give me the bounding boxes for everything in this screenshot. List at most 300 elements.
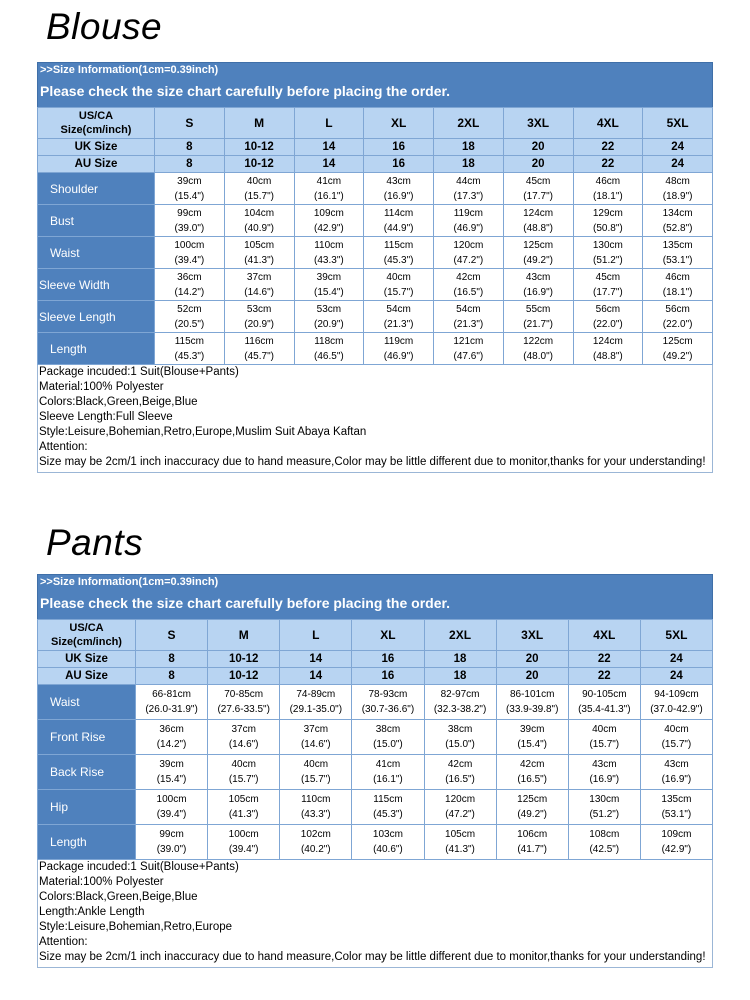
- measurement-inch: (17.7"): [593, 286, 623, 298]
- measurement-cell: [155, 269, 225, 301]
- measurement-inch: (18.1"): [593, 190, 623, 202]
- measurement-cell: [280, 685, 352, 720]
- measurement-inch: (41.7"): [517, 844, 548, 855]
- measurement-cm: 104cm: [244, 207, 275, 219]
- measurement-cell: [294, 269, 364, 301]
- measurement-inch: (20.5"): [174, 318, 205, 330]
- measurement-cm: 119cm: [453, 207, 484, 219]
- measurement-cell: [136, 685, 208, 720]
- measurement-label: Length: [38, 825, 136, 860]
- measurement-cm: 46cm: [665, 271, 690, 283]
- measurement-inch: (40.6"): [373, 844, 403, 855]
- measurement-cell: [496, 790, 568, 825]
- measurement-cell: [640, 720, 712, 755]
- measurement-cm: 36cm: [177, 271, 202, 283]
- measurement-cell: [573, 173, 643, 205]
- au-size-cell: 8: [155, 156, 225, 173]
- measurement-cm: 114cm: [383, 207, 414, 219]
- measurement-label: Waist: [38, 237, 155, 269]
- measurement-cell: [568, 825, 640, 860]
- au-size-label: AU Size: [38, 668, 136, 685]
- measurement-cell: [208, 825, 280, 860]
- measurement-cm: 74-89cm: [296, 689, 336, 700]
- measurement-cell: [294, 333, 364, 365]
- measurement-cm: 110cm: [301, 794, 331, 805]
- measurement-cm: 42cm: [519, 759, 545, 770]
- measurement-inch: (15.4"): [517, 739, 548, 750]
- measurement-inch: (45.3"): [383, 254, 414, 266]
- measurement-cell: [280, 720, 352, 755]
- blouse-banner: [37, 62, 713, 107]
- measurement-cm: 100cm: [228, 829, 259, 840]
- measurement-cm: 48cm: [665, 175, 690, 187]
- measurement-cm: 38cm: [447, 724, 473, 735]
- measurement-cell: [208, 790, 280, 825]
- measurement-cell: [136, 790, 208, 825]
- measurement-inch: (27.6-33.5"): [217, 704, 270, 715]
- measurement-cell: [496, 720, 568, 755]
- blouse-notes: [37, 365, 713, 473]
- measurement-cell: [573, 269, 643, 301]
- measurement-cm: 36cm: [159, 724, 184, 735]
- measurement-cm: 100cm: [174, 239, 205, 251]
- measurement-cell: [352, 685, 424, 720]
- measurement-inch: (15.7"): [589, 739, 620, 750]
- measurement-cell: [155, 333, 225, 365]
- measurement-cell: [568, 720, 640, 755]
- measurement-inch: (51.2"): [593, 254, 623, 266]
- measurement-cell: [294, 205, 364, 237]
- measurement-inch: (14.2"): [174, 286, 205, 298]
- measurement-row: [38, 685, 713, 720]
- measurement-inch: (49.2"): [662, 350, 693, 362]
- measurement-cm: 37cm: [246, 271, 272, 283]
- measurement-cm: 40cm: [592, 724, 617, 735]
- measurement-inch: (41.3"): [244, 254, 274, 266]
- measurement-cell: [640, 790, 712, 825]
- measurement-cm: 82-97cm: [440, 689, 480, 700]
- measurement-row: [38, 755, 713, 790]
- measurement-cm: 105cm: [228, 794, 259, 805]
- pants-size-table: [37, 619, 713, 860]
- pants-banner: [37, 574, 713, 619]
- measurement-inch: (16.9"): [661, 774, 692, 785]
- size-header-label: US/CA Size(cm/inch): [38, 108, 155, 139]
- measurement-cell: [643, 173, 713, 205]
- measurement-cell: [364, 269, 434, 301]
- measurement-label: Back Rise: [38, 755, 136, 790]
- measurement-cell: [364, 205, 434, 237]
- pants-banner-info: >>Size Information(1cm=0.39inch): [40, 576, 219, 588]
- measurement-cm: 86-101cm: [509, 689, 555, 700]
- measurement-cell: [136, 720, 208, 755]
- size-col-header: S: [155, 108, 225, 139]
- measurement-inch: (29.1-35.0"): [289, 704, 343, 715]
- measurement-cell: [643, 237, 713, 269]
- uk-size-cell: 8: [155, 139, 225, 156]
- measurement-inch: (30.7-36.6"): [361, 704, 415, 715]
- note-line: Size may be 2cm/1 inch inaccuracy due to hand measure,Color may be little different due to monitor,thanks for your understanding!: [39, 456, 706, 468]
- measurement-inch: (40.9"): [244, 222, 274, 234]
- measurement-cm: 105cm: [244, 239, 275, 251]
- uk-size-cell: 14: [280, 651, 352, 668]
- measurement-inch: (43.3"): [314, 254, 344, 266]
- measurement-cm: 38cm: [375, 724, 401, 735]
- uk-size-cell: 14: [294, 139, 364, 156]
- measurement-inch: (22.0"): [593, 318, 623, 330]
- au-size-cell: 20: [496, 668, 568, 685]
- measurement-inch: (18.9"): [662, 190, 693, 202]
- measurement-inch: (16.9"): [589, 774, 620, 785]
- measurement-label: Length: [38, 333, 155, 365]
- uk-size-cell: 18: [424, 651, 496, 668]
- measurement-cell: [364, 237, 434, 269]
- measurement-inch: (21.3"): [453, 318, 484, 330]
- measurement-inch: (17.7"): [523, 190, 553, 202]
- measurement-cm: 99cm: [177, 207, 202, 219]
- uk-size-cell: 20: [496, 651, 568, 668]
- measurement-label: Waist: [38, 685, 136, 720]
- note-line: Attention:: [39, 441, 88, 453]
- measurement-inch: (20.9"): [244, 318, 274, 330]
- uk-size-cell: 10-12: [224, 139, 294, 156]
- measurement-cell: [294, 237, 364, 269]
- measurement-cm: 43cm: [386, 175, 411, 187]
- measurement-inch: (16.5"): [517, 774, 548, 785]
- measurement-cm: 118cm: [314, 335, 344, 347]
- measurement-cm: 99cm: [159, 829, 184, 840]
- measurement-inch: (17.3"): [453, 190, 484, 202]
- measurement-cm: 109cm: [313, 207, 344, 219]
- measurement-cell: [352, 825, 424, 860]
- pants-size-chart: [37, 574, 713, 968]
- au-size-cell: 24: [640, 668, 712, 685]
- measurement-inch: (16.9"): [523, 286, 553, 298]
- measurement-cm: 129cm: [592, 207, 623, 219]
- measurement-cm: 134cm: [662, 207, 693, 219]
- au-size-cell: 14: [280, 668, 352, 685]
- measurement-cell: [136, 825, 208, 860]
- measurement-inch: (49.2"): [523, 254, 553, 266]
- measurement-cm: 45cm: [525, 175, 551, 187]
- uk-size-row: [38, 139, 713, 156]
- measurement-cm: 102cm: [300, 829, 331, 840]
- size-header-row: [38, 108, 713, 139]
- uk-size-row: [38, 651, 713, 668]
- measurement-inch: (14.6"): [300, 739, 331, 750]
- size-col-header: S: [136, 620, 208, 651]
- measurement-inch: (40.2"): [300, 844, 331, 855]
- measurement-row: [38, 269, 713, 301]
- measurement-cell: [352, 720, 424, 755]
- au-size-row: [38, 156, 713, 173]
- measurement-cell: [280, 755, 352, 790]
- measurement-inch: (39.4"): [174, 254, 205, 266]
- measurement-inch: (35.4-41.3"): [578, 704, 631, 715]
- measurement-inch: (14.6"): [244, 286, 274, 298]
- measurement-inch: (32.3-38.2"): [433, 704, 487, 715]
- measurement-cell: [503, 173, 573, 205]
- measurement-inch: (52.8"): [662, 222, 693, 234]
- measurement-cm: 55cm: [525, 303, 551, 315]
- measurement-inch: (42.9"): [661, 844, 692, 855]
- size-col-header: 3XL: [503, 108, 573, 139]
- measurement-inch: (45.3"): [174, 350, 205, 362]
- measurement-cm: 40cm: [386, 271, 411, 283]
- measurement-label: Bust: [38, 205, 155, 237]
- note-line: Size may be 2cm/1 inch inaccuracy due to hand measure,Color may be little different due to monitor,thanks for your understanding!: [39, 951, 706, 963]
- note-line: Material:100% Polyester: [39, 876, 164, 888]
- measurement-cm: 121cm: [453, 335, 484, 347]
- measurement-inch: (21.7"): [523, 318, 553, 330]
- size-header-label: US/CA Size(cm/inch): [38, 620, 136, 651]
- au-size-cell: 20: [503, 156, 573, 173]
- measurement-cm: 54cm: [456, 303, 481, 315]
- measurement-inch: (53.1"): [661, 809, 692, 820]
- measurement-cell: [640, 685, 712, 720]
- measurement-cell: [503, 333, 573, 365]
- measurement-cell: [208, 685, 280, 720]
- measurement-cm: 37cm: [231, 724, 256, 735]
- measurement-cm: 90-105cm: [582, 689, 627, 700]
- au-size-cell: 18: [424, 668, 496, 685]
- size-col-header: L: [294, 108, 364, 139]
- measurement-inch: (15.4"): [156, 774, 187, 785]
- measurement-inch: (39.0"): [156, 844, 187, 855]
- measurement-cm: 45cm: [595, 271, 621, 283]
- uk-size-cell: 10-12: [208, 651, 280, 668]
- measurement-cell: [364, 301, 434, 333]
- measurement-cm: 103cm: [372, 829, 403, 840]
- note-line: Package incuded:1 Suit(Blouse+Pants): [39, 861, 239, 873]
- size-header-row: [38, 620, 713, 651]
- measurement-cm: 70-85cm: [224, 689, 264, 700]
- uk-size-cell: 22: [573, 139, 643, 156]
- measurement-cell: [434, 269, 504, 301]
- measurement-cm: 125cm: [517, 794, 548, 805]
- note-line: Style:Leisure,Bohemian,Retro,Europe,Muslim Suit Abaya Kaftan: [39, 426, 367, 438]
- au-size-cell: 16: [352, 668, 424, 685]
- measurement-cell: [224, 205, 294, 237]
- measurement-inch: (47.2"): [445, 809, 475, 820]
- size-col-header: XL: [352, 620, 424, 651]
- measurement-cm: 39cm: [159, 759, 184, 770]
- measurement-inch: (26.0-31.9"): [145, 704, 198, 715]
- measurement-row: [38, 173, 713, 205]
- size-col-header: 4XL: [568, 620, 640, 651]
- measurement-cell: [155, 237, 225, 269]
- measurement-inch: (47.6"): [453, 350, 484, 362]
- pants-title: Pants: [46, 522, 144, 563]
- measurement-inch: (42.9"): [314, 222, 344, 234]
- au-size-cell: 18: [434, 156, 504, 173]
- measurement-cell: [224, 333, 294, 365]
- measurement-cm: 66-81cm: [152, 689, 192, 700]
- measurement-inch: (16.9"): [383, 190, 414, 202]
- blouse-banner-notice: Please check the size chart carefully before placing the order.: [40, 83, 451, 99]
- measurement-cm: 53cm: [316, 303, 342, 315]
- measurement-cm: 94-109cm: [654, 689, 699, 700]
- measurement-cell: [643, 333, 713, 365]
- measurement-cell: [434, 301, 504, 333]
- measurement-cell: [224, 173, 294, 205]
- measurement-cell: [496, 755, 568, 790]
- measurement-cm: 39cm: [519, 724, 545, 735]
- measurement-cm: 42cm: [447, 759, 473, 770]
- measurement-row: [38, 301, 713, 333]
- measurement-cm: 41cm: [316, 175, 342, 187]
- measurement-cm: 41cm: [375, 759, 401, 770]
- measurement-inch: (15.7"): [383, 286, 414, 298]
- measurement-inch: (46.5"): [314, 350, 344, 362]
- measurement-inch: (15.0"): [373, 739, 403, 750]
- measurement-cell: [208, 755, 280, 790]
- measurement-cell: [434, 237, 504, 269]
- blouse-size-table: [37, 107, 713, 365]
- measurement-inch: (21.3"): [383, 318, 414, 330]
- uk-size-cell: 16: [352, 651, 424, 668]
- measurement-inch: (46.9"): [383, 350, 414, 362]
- au-size-row: [38, 668, 713, 685]
- measurement-cm: 120cm: [445, 794, 476, 805]
- blouse-size-chart: [37, 62, 713, 473]
- measurement-cm: 78-93cm: [368, 689, 408, 700]
- measurement-cell: [573, 301, 643, 333]
- measurement-inch: (37.0-42.9"): [650, 704, 703, 715]
- blouse-measurements: [38, 173, 713, 365]
- measurement-label: Sleeve Length: [38, 301, 155, 333]
- uk-size-label: UK Size: [38, 139, 155, 156]
- measurement-inch: (39.0"): [174, 222, 205, 234]
- measurement-cell: [155, 205, 225, 237]
- measurement-row: [38, 825, 713, 860]
- measurement-cm: 105cm: [445, 829, 476, 840]
- uk-size-cell: 22: [568, 651, 640, 668]
- measurement-cm: 125cm: [523, 239, 554, 251]
- measurement-cm: 43cm: [525, 271, 551, 283]
- measurement-inch: (47.2"): [453, 254, 484, 266]
- measurement-cell: [224, 237, 294, 269]
- measurement-inch: (18.1"): [662, 286, 693, 298]
- measurement-cm: 116cm: [244, 335, 274, 347]
- measurement-cm: 135cm: [662, 239, 693, 251]
- measurement-inch: (16.5"): [453, 286, 484, 298]
- au-size-cell: 14: [294, 156, 364, 173]
- size-col-header: 3XL: [496, 620, 568, 651]
- measurement-cell: [424, 755, 496, 790]
- measurement-cell: [573, 237, 643, 269]
- au-size-cell: 22: [568, 668, 640, 685]
- au-size-label: AU Size: [38, 156, 155, 173]
- measurement-cell: [155, 301, 225, 333]
- measurement-cell: [364, 333, 434, 365]
- measurement-cm: 43cm: [592, 759, 617, 770]
- measurement-cell: [364, 173, 434, 205]
- measurement-cell: [224, 269, 294, 301]
- measurement-cell: [503, 269, 573, 301]
- measurement-inch: (15.4"): [174, 190, 205, 202]
- size-col-header: L: [280, 620, 352, 651]
- uk-size-cell: 24: [643, 139, 713, 156]
- measurement-inch: (15.7"): [228, 774, 259, 785]
- measurement-row: [38, 205, 713, 237]
- size-col-header: M: [208, 620, 280, 651]
- measurement-cm: 42cm: [456, 271, 481, 283]
- measurement-cm: 44cm: [456, 175, 481, 187]
- measurement-cell: [434, 205, 504, 237]
- measurement-inch: (39.4"): [228, 844, 259, 855]
- measurement-cell: [424, 720, 496, 755]
- note-line: Material:100% Polyester: [39, 381, 164, 393]
- measurement-label: Sleeve Width: [38, 269, 155, 301]
- note-line: Attention:: [39, 936, 88, 948]
- measurement-row: [38, 333, 713, 365]
- measurement-cm: 46cm: [595, 175, 621, 187]
- measurement-cell: [573, 205, 643, 237]
- measurement-cm: 106cm: [517, 829, 548, 840]
- measurement-inch: (15.7"): [244, 190, 274, 202]
- au-size-cell: 16: [364, 156, 434, 173]
- uk-size-cell: 20: [503, 139, 573, 156]
- measurement-cm: 56cm: [595, 303, 621, 315]
- measurement-cell: [496, 825, 568, 860]
- measurement-inch: (41.3"): [445, 844, 475, 855]
- measurement-inch: (48.8"): [523, 222, 553, 234]
- measurement-label: Hip: [38, 790, 136, 825]
- uk-size-cell: 16: [364, 139, 434, 156]
- measurement-cell: [434, 333, 504, 365]
- measurement-cm: 52cm: [177, 303, 202, 315]
- measurement-cm: 54cm: [386, 303, 411, 315]
- measurement-cell: [224, 301, 294, 333]
- measurement-inch: (22.0"): [662, 318, 693, 330]
- measurement-cm: 135cm: [661, 794, 692, 805]
- measurement-cm: 109cm: [661, 829, 692, 840]
- measurement-cell: [352, 755, 424, 790]
- uk-size-cell: 8: [136, 651, 208, 668]
- measurement-inch: (33.9-39.8"): [505, 704, 559, 715]
- measurement-cm: 110cm: [314, 239, 344, 251]
- measurement-cell: [424, 685, 496, 720]
- measurement-cell: [573, 333, 643, 365]
- measurement-cell: [568, 790, 640, 825]
- size-col-header: 2XL: [424, 620, 496, 651]
- measurement-cell: [280, 825, 352, 860]
- uk-size-cell: 24: [640, 651, 712, 668]
- uk-size-cell: 18: [434, 139, 504, 156]
- measurement-inch: (44.9"): [383, 222, 414, 234]
- measurement-inch: (53.1"): [662, 254, 693, 266]
- measurement-inch: (15.0"): [445, 739, 475, 750]
- measurement-inch: (14.6"): [228, 739, 259, 750]
- measurement-cm: 130cm: [589, 794, 620, 805]
- size-col-header: M: [224, 108, 294, 139]
- measurement-cm: 124cm: [523, 207, 554, 219]
- measurement-cell: [155, 173, 225, 205]
- measurement-inch: (15.4"): [314, 286, 344, 298]
- measurement-inch: (48.8"): [593, 350, 623, 362]
- measurement-inch: (39.4"): [156, 809, 187, 820]
- size-col-header: 4XL: [573, 108, 643, 139]
- measurement-inch: (16.5"): [445, 774, 475, 785]
- measurement-cell: [643, 205, 713, 237]
- measurement-cm: 130cm: [592, 239, 623, 251]
- measurement-row: [38, 720, 713, 755]
- measurement-inch: (16.1"): [314, 190, 344, 202]
- measurement-inch: (16.1"): [373, 774, 403, 785]
- size-col-header: 2XL: [434, 108, 504, 139]
- measurement-inch: (42.5"): [589, 844, 620, 855]
